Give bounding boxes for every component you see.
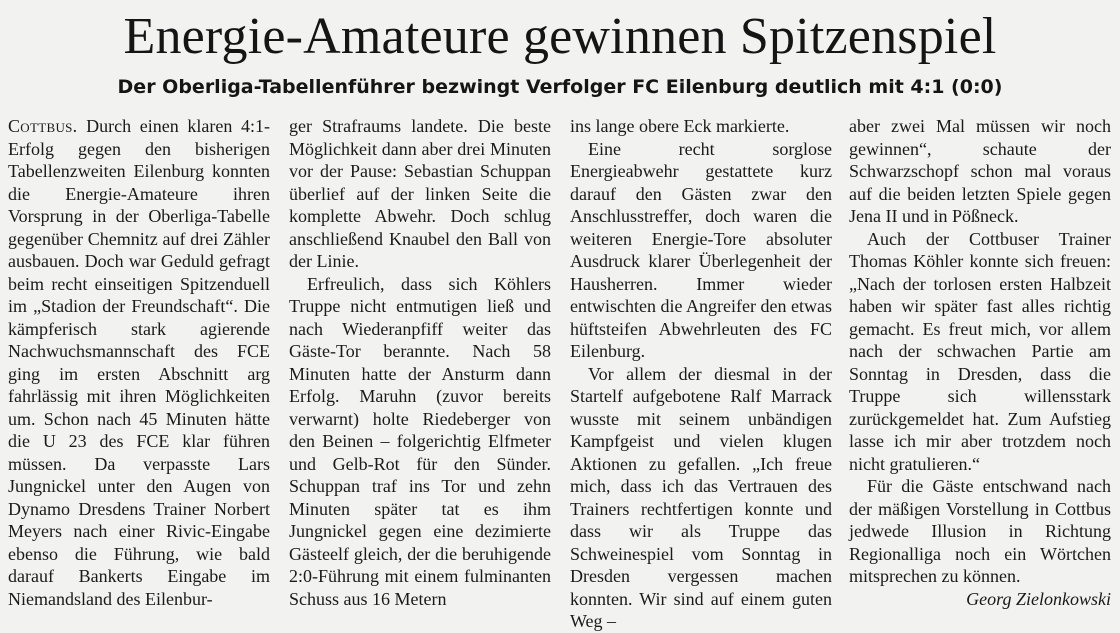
- column-1: [8, 115, 270, 610]
- paragraph-8: Auch der Cottbuser Trainer Thomas Köhler konnte sich freuen: „Nach der torlosen ersten Halbzeit haben wir später fast alles richtig gemacht. Es freut mich, vor allem nach der schwachen Partie am Sonntag in Dresden, dass die Truppe sich willensstark zurückgemeldet hat. Zum Aufstieg lasse ich mir aber trotzdem noch nicht gratulieren.“: [849, 228, 1111, 474]
- paragraph-2: ger Strafraums landete. Die beste Möglichkeit dann aber drei Minuten vor der Pause: Sebastian Schuppan überlief auf der linken Seite die komplette Abwehr. Doch schlug anschließend Knaubel den Ball von der Linie.: [289, 116, 551, 271]
- column-4: [849, 115, 1111, 610]
- paragraph-1: [8, 115, 270, 610]
- column-2: [289, 115, 551, 610]
- article-subheadline: Der Oberliga-Tabellenführer bezwingt Verfolger FC Eilenburg deutlich mit 4:1 (0:0): [117, 76, 1003, 98]
- author-byline: Georg Zielonkowski: [966, 588, 1111, 609]
- dateline: Cottbus.: [8, 116, 78, 136]
- paragraph-5: Eine recht sorglose Energieabwehr gestattete kurz darauf den Gästen zwar den Anschlusstreffer, doch waren die weiteren Energie-Tore absoluter Ausdruck klarer Überlegenheit der Hausherren. Immer wieder entwischten die Angreifer den etwas hüftsteifen Abwehrleuten des FC Eilenburg.: [570, 138, 832, 361]
- column-3: [570, 115, 832, 633]
- paragraph-6: Vor allem der diesmal in der Startelf aufgebotene Ralf Marrack wusste mit seinem unbändigen Kampfgeist und vielen klugen Aktionen zu gefallen. „Ich freue mich, dass ich das Vertrauen des Trainers rechtfertigen konnte und dass wir als Truppe das Schweinespiel vom Sonntag in Dresden vergessen machen konnten. Wir sind auf einem guten Weg –: [570, 363, 832, 631]
- paragraph-3: Erfreulich, dass sich Köhlers Truppe nicht entmutigen ließ und nach Wiederanpfiff weiter das Gäste-Tor berannte. Nach 58 Minuten hatte der Ansturm dann Erfolg. Maruhn (zuvor bereits verwarnt) holte Riedeberger von den Beinen – folgerichtig Elfmeter und Gelb-Rot für den Sünder. Schuppan traf ins Tor und zehn Minuten später tat es ihm Jungnickel gegen eine dezimierte Gästeelf gleich, der die beruhigende 2:0-Führung mit einem fulminanten Schuss aus 16 Metern: [289, 273, 551, 609]
- article-headline: Energie-Amateure gewinnen Spitzenspiel: [123, 8, 997, 65]
- paragraph-7: aber zwei Mal müssen wir noch gewinnen“, schaute der Schwarzschopf schon mal voraus auf die beiden letzten Spiele gegen Jena II und in Pößneck.: [849, 116, 1111, 226]
- paragraph-1-text: Durch einen klaren 4:1-Erfolg gegen den bisherigen Tabellenzweiten Eilenburg konnten die Energie-Amateure ihren Vorsprung in der Oberliga-Tabelle gegenüber Chemnitz auf drei Zähler ausbauen. Doch war Geduld gefragt beim recht einseitigen Spitzenduell im „Stadion der Freundschaft“. Die kämpferisch stark agierende Nachwuchsmannschaft des FCE ging im ersten Abschnitt arg fahrlässig mit ihren Möglichkeiten um. Schon nach 45 Minuten hätte die U 23 des FCE klar führen müssen. Da verpasste Lars Jungnickel unter den Augen von Dynamo Dresdens Trainer Norbert Meyers nach einer Rivic-Eingabe ebenso die Führung, wie bald darauf Bankerts Eingabe im Niemandsland des Eilenbur-: [8, 116, 271, 609]
- paragraph-9: [849, 475, 1111, 609]
- paragraph-4: ins lange obere Eck markierte.: [570, 116, 790, 136]
- paragraph-9-text: Für die Gäste entschwand nach der mäßigen Vorstellung in Cottbus jedwede Illusion in Richtung Regionalliga noch ein Wörtchen mitsprechen zu können.: [849, 476, 1111, 586]
